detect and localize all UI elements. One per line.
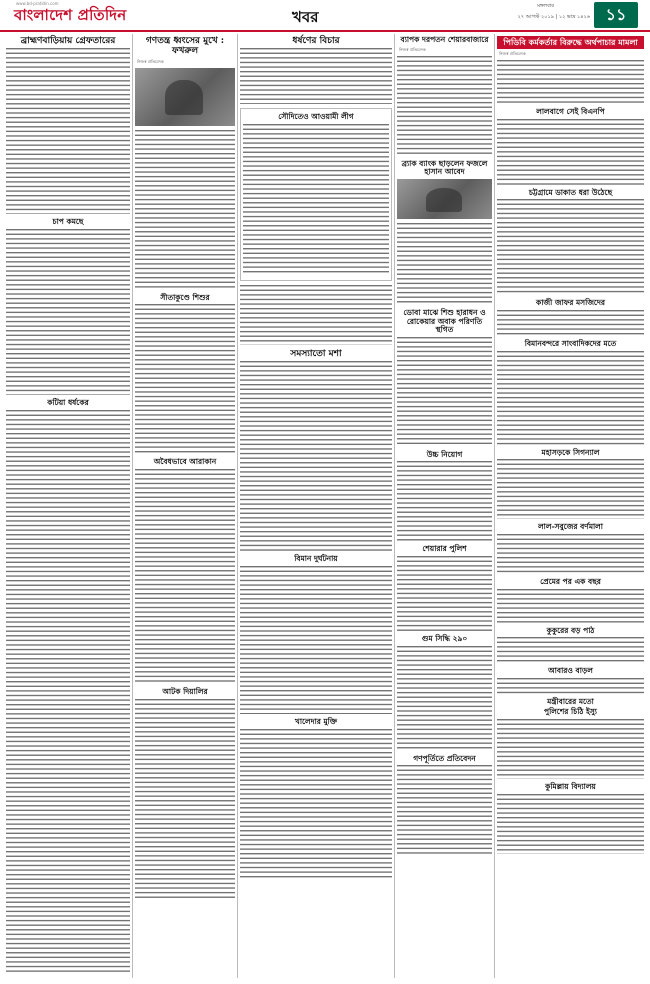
headline-c4-2: ব্র্যাক ব্যাংক ছাড়লেন ফজলে হাসান আবেদ — [401, 158, 488, 177]
headline-c5-4: বিমানবন্দরে সাংবাদিকদের মতে — [524, 339, 617, 349]
article-body — [497, 459, 644, 519]
article-body — [240, 48, 392, 104]
article-body — [497, 351, 644, 445]
issue-day: মঙ্গলবার — [537, 3, 554, 9]
byline: নিজস্ব প্রতিবেদক — [399, 46, 426, 52]
article-body — [497, 794, 644, 854]
column-1 — [6, 34, 130, 978]
headline-c5-8: কুকুরের বড় পাঠ — [546, 625, 595, 635]
headline-c4-1: ব্যাপক দরপতন শেয়ারবাজারে — [400, 35, 489, 44]
column-divider — [132, 34, 133, 978]
headline-c3-5: খালেদার মুক্তি — [294, 716, 338, 726]
article-body — [6, 48, 130, 214]
column-2 — [135, 34, 235, 978]
headline-c5-12: কুমিল্লায় বিদ্যালয় — [545, 782, 596, 792]
headline-c1-2: চাপ কমছে — [52, 217, 84, 227]
headline-c5-9: আবারও বাড়ল — [548, 666, 593, 676]
headline-c4-3: ডোবা মাঝে শিশু হারাধন ও রোকেয়ার অবাক পরিণতি স্থগিত — [403, 307, 486, 335]
headline-c2-1: গণতন্ত্র ধ্বংসের মুখে : ফখরুল — [145, 36, 225, 57]
article-body — [497, 310, 644, 336]
article-body — [397, 556, 492, 631]
headline-c4-4: উচ্চ নিয়োগ — [426, 449, 463, 459]
headline-c5-2: চট্টগ্রামে ডাকাত ধরা উঠেছে — [528, 187, 613, 197]
newspaper-logo: বাংলাদেশ প্রতিদিন — [14, 6, 127, 24]
headline-c3-2: সৌদিতেও আওয়ামী লীগ — [278, 112, 354, 122]
article-body — [497, 637, 644, 663]
article-body — [6, 229, 130, 395]
article-body — [240, 361, 392, 551]
news-photo — [397, 179, 492, 219]
headline-c5-5: মহাসড়কে সিগন্যাল — [541, 447, 600, 457]
article-body — [497, 719, 644, 779]
article-body — [240, 285, 392, 345]
headline-c1-3: কটিয়া ধর্ষকের — [47, 397, 89, 407]
headline-c3-1: ধর্ষণের বিচার — [292, 36, 340, 46]
byline: নিজস্ব প্রতিবেদক — [499, 51, 526, 57]
article-body — [6, 410, 130, 975]
news-photo — [135, 68, 235, 126]
article-body — [397, 56, 492, 156]
column-3 — [240, 34, 392, 978]
article-body — [135, 130, 235, 290]
headline-c3-3: সমস্যাতো মশা — [290, 348, 342, 359]
article-body — [497, 119, 644, 185]
headline-c5-7: প্রেমের পর এক বছর — [540, 576, 601, 586]
article-body — [240, 566, 392, 714]
article-body — [135, 304, 235, 454]
headline-c2-4: আটক দিয়ালির — [162, 686, 208, 696]
article-body — [397, 646, 492, 751]
headline-c2-3: অবৈধভাবে আরাকান — [153, 457, 217, 467]
article-body — [397, 461, 492, 541]
article-body — [497, 678, 644, 694]
headline-c5-3: কাজী জাফর মসজিদের — [535, 298, 606, 308]
article-body — [397, 337, 492, 447]
headline-c2-2: সীতাকুণ্ডে শিশুর — [160, 292, 210, 302]
headline-c1-1: ব্রাহ্মণবাড়িয়ায় গ্রেফতারের — [20, 36, 116, 46]
column-divider — [394, 34, 395, 978]
masthead-divider — [0, 30, 650, 32]
column-4 — [397, 34, 492, 978]
article-body — [243, 124, 389, 274]
masthead-tagline: www.bd-pratidin.com — [16, 1, 59, 6]
article-body — [497, 199, 644, 295]
headline-c4-6: গুম সিদ্ধি ২৯০ — [421, 634, 468, 643]
headline-c5-10: মন্ত্রীবারের মতো — [547, 696, 594, 706]
headline-c4-5: শেয়ারার পুলিশ — [422, 544, 467, 554]
masthead — [0, 0, 650, 30]
headline-c4-7: গণপূর্তিতে প্রতিবেদন — [413, 753, 476, 763]
article-body — [135, 699, 235, 899]
column-5 — [497, 34, 644, 978]
column-divider — [494, 34, 495, 978]
article-body — [397, 765, 492, 855]
headline-c5-1: লালবাগে সেই বিএনপি — [536, 107, 605, 117]
issue-date: ২৭ আগস্ট ২০১৯ | ১২ ভাদ্র ১৪২৬ — [517, 14, 590, 20]
byline: নিজস্ব প্রতিবেদক — [137, 58, 164, 64]
headline-c5-11: পুলিশের চিঠি ইস্যু — [543, 707, 597, 717]
section-title: খবর — [292, 8, 319, 26]
featured-story-box — [240, 108, 392, 281]
article-body — [497, 589, 644, 623]
article-body — [240, 729, 392, 879]
column-divider — [237, 34, 238, 978]
page-number: ১১ — [594, 2, 638, 28]
article-body — [497, 534, 644, 574]
article-body — [497, 60, 644, 104]
article-body — [397, 223, 492, 305]
article-body — [135, 469, 235, 684]
headline-c3-4: বিমান দুর্ঘটনায় — [294, 554, 338, 564]
headline-c5-banner: পিডিবি কর্মকর্তার বিরুদ্ধে অর্থপাচার মামলা — [497, 36, 644, 49]
headline-c5-6: লাল-সবুজের বর্ণমালা — [538, 522, 603, 532]
